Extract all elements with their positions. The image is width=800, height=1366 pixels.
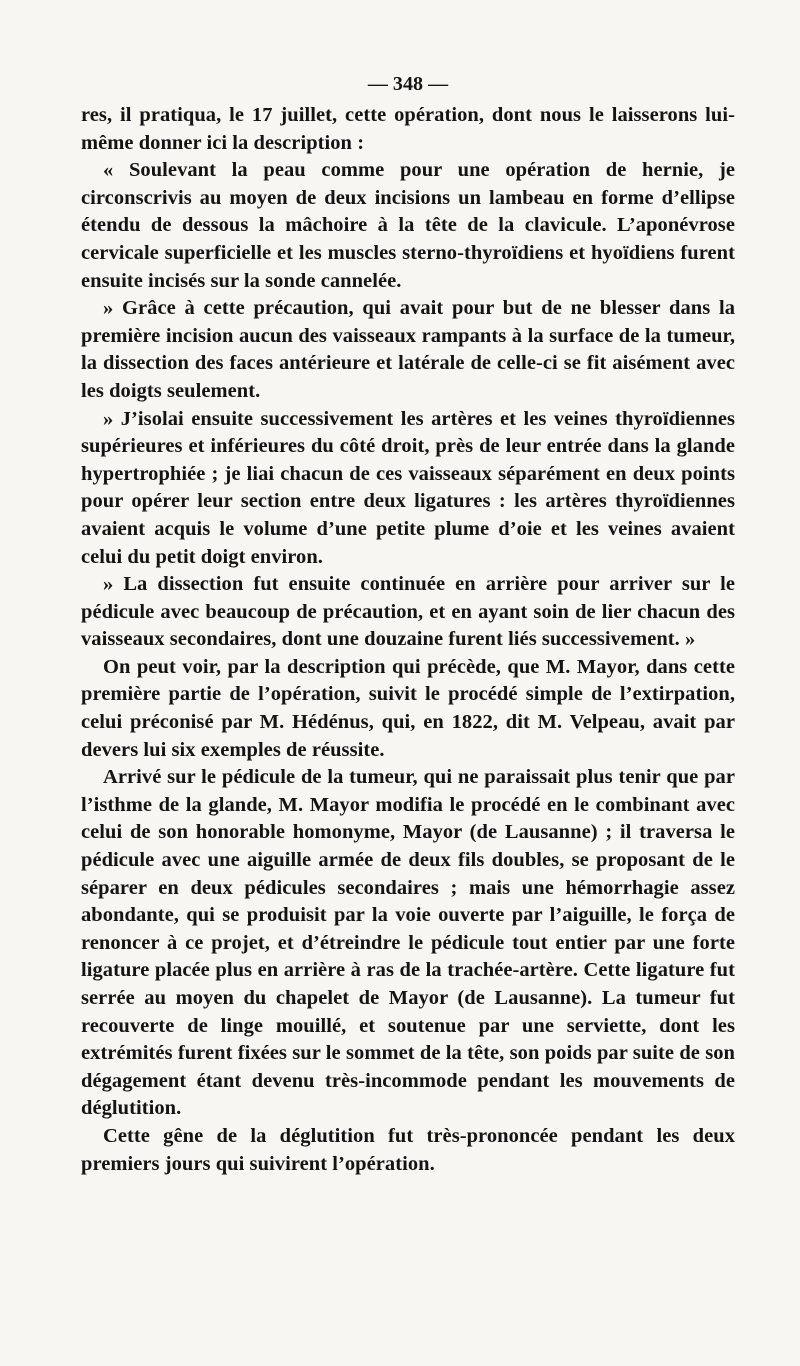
paragraph-7: Arrivé sur le pédicule de la tumeur, qui ne paraissait plus tenir que par l’isthme de la glande, M. Mayor modifia le procédé en le combinant avec celui de son honorable homonyme, Mayor (de Lausanne) ; il traversa le pédicule avec une aiguille armée de deux fils doubles, se proposant de le séparer en deux pédicules secondaires ; mais une hémorrhagie assez abondante, qui se produisit par la voie ouverte par l’aiguille, le força de renoncer à ce projet, et d’étreindre le pédicule tout entier par une forte ligature placée plus en arrière à ras de la trachée-artère. Cette ligature fut serrée au moyen du chapelet de Mayor (de Lausanne). La tumeur fut recouverte de linge mouillé, et soutenue par une serviette, dont les extrémités furent fixées sur le sommet de la tête, son poids par suite de son dégagement étant devenu très-incommode pendant les mouvements de déglutition. (81, 766, 735, 1120)
paragraph-4: » J’isolai ensuite successivement les artères et les veines thyroïdiennes supérieures et inférieures du côté droit, près de leur entrée dans la glande hypertrophiée ; je liai chacun de ces vaisseaux séparément en deux points pour opérer leur section entre deux ligatures : les artères thyroïdiennes avaient acquis le volume d’une petite plume d’oie et les veines avaient celui du petit doigt environ. (81, 407, 735, 568)
page-number: — 348 — (367, 73, 449, 95)
paragraph-6: On peut voir, par la description qui précède, que M. Mayor, dans cette première partie de l’opération, suivit le procédé simple de l’extirpation, celui préconisé par M. Hédénus, qui, en 1822, dit M. Velpeau, avait par devers lui six exemples de réussite. (81, 655, 735, 761)
paragraph-8: Cette gêne de la déglutition fut très-prononcée pendant les deux premiers jours qui suivirent l’opération. (81, 1124, 735, 1175)
paragraph-3: » Grâce à cette précaution, qui avait pour but de ne blesser dans la première incision aucun des vaisseaux rampants à la surface de la tumeur, la dissection des faces antérieure et latérale de celle-ci se fit aisément avec les doigts seulement. (81, 297, 735, 402)
paragraph-2: « Soulevant la peau comme pour une opération de hernie, je circonscrivis au moyen de deux incisions un lambeau en forme d’ellipse étendu de dessous la mâchoire à la tête de la clavicule. L’aponévrose cervicale superficielle et les muscles sterno-thyroïdiens et hyoïdiens furent ensuite incisés sur la sonde cannelée. (81, 159, 735, 292)
paragraph-1: res, il pratiqua, le 17 juillet, cette opération, dont nous le laisserons lui-même donner ici la description : (81, 104, 735, 154)
paragraph-5: » La dissection fut ensuite continuée en arrière pour arriver sur le pédicule avec beaucoup de précaution, et en ayant soin de lier chacun des vaisseaux secondaires, dont une douzaine furent liés successivement. » (81, 573, 735, 651)
page-text (81, 70, 735, 1178)
